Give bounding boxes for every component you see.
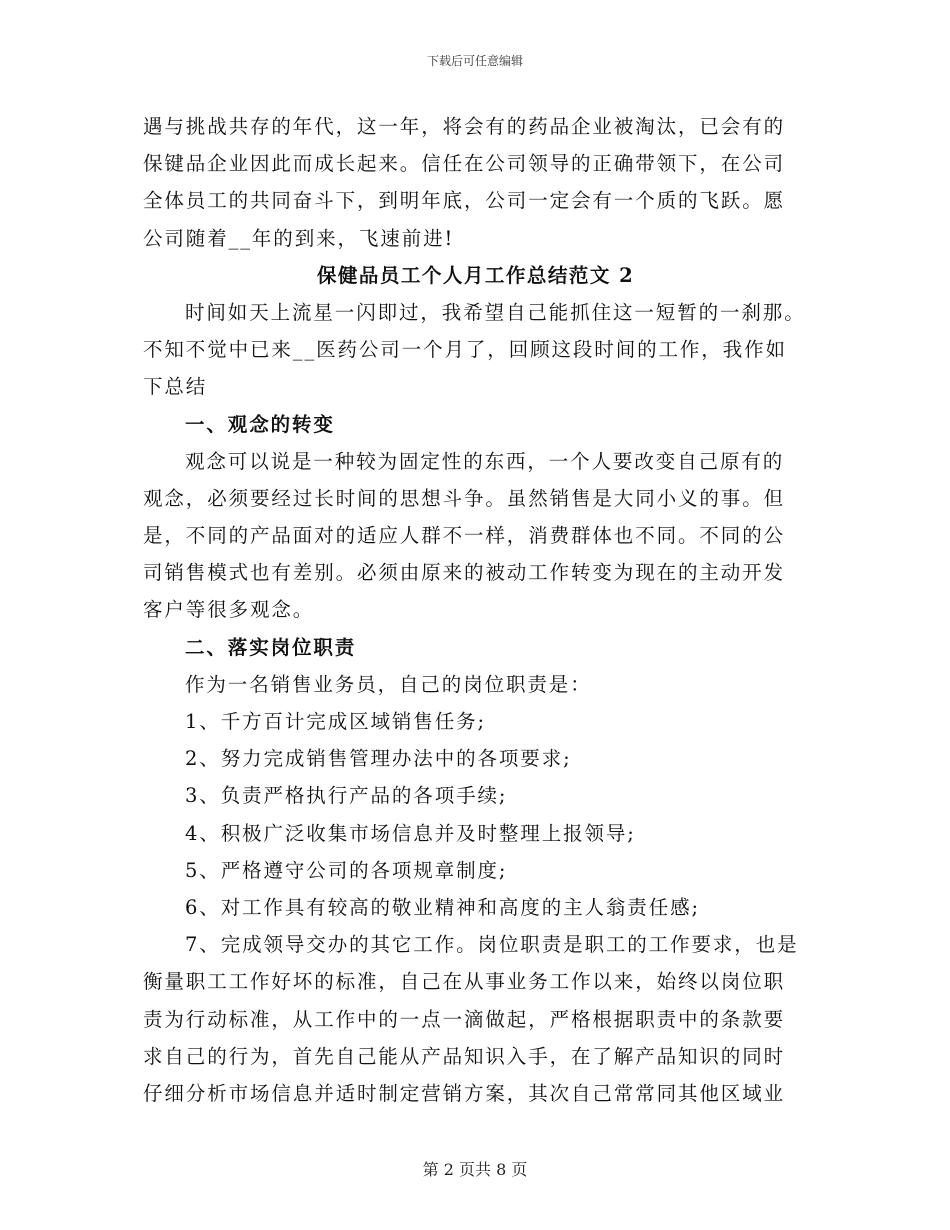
list-item: 3、负责严格执行产品的各项手续; <box>185 784 508 808</box>
body-line: 客户等很多观念。 <box>143 598 315 622</box>
body-line: 观念可以说是一种较为固定性的东西，一个人要改变自己原有的 <box>185 449 785 473</box>
body-line: 作为一名销售业务员，自己的岗位职责是： <box>185 672 592 696</box>
list-item: 6、对工作具有较高的敬业精神和高度的主人翁责任感; <box>185 895 700 919</box>
section-heading: 二、落实岗位职责 <box>185 635 357 659</box>
body-line: 是，不同的产品面对的适应人群不一样，消费群体也不同。不同的公 <box>143 524 786 548</box>
list-item: 1、千方百计完成区域销售任务; <box>185 710 486 733</box>
list-item: 4、积极广泛收集市场信息并及时整理上报领导; <box>185 821 636 845</box>
body-line: 全体员工的共同奋斗下，到明年底，公司一定会有一个质的飞跃。愿 <box>143 189 786 213</box>
body-line: 责为行动标准，从工作中的一点一滴做起，严格根据职责中的条款要 <box>143 1007 786 1031</box>
body-line: 求自己的行为，首先自己能从产品知识入手，在了解产品知识的同时 <box>143 1044 786 1068</box>
page-footer: 第 2 页共 8 页 <box>422 1160 528 1179</box>
document-body <box>143 108 808 1112</box>
body-line: 遇与挑战共存的年代，这一年，将会有的药品企业被淘汰，已会有的 <box>143 115 786 138</box>
body-line: 时间如天上流星一闪即过，我希望自己能抓住这一短暂的一刹那。 <box>185 300 806 324</box>
list-item: 7、完成领导交办的其它工作。岗位职责是职工的工作要求，也是 <box>185 933 799 957</box>
body-line: 下总结 <box>143 375 208 399</box>
section-heading: 一、观念的转变 <box>185 412 335 436</box>
body-line: 司销售模式也有差别。必须由原来的被动工作转变为现在的主动开发 <box>143 561 786 585</box>
list-item: 5、严格遵守公司的各项规章制度; <box>185 858 508 882</box>
body-line: 不知不觉中已来__医药公司一个月了，回顾这段时间的工作，我作如 <box>143 338 787 362</box>
body-line: 衡量职工工作好坏的标准，自己在从事业务工作以来，始终以岗位职 <box>143 970 786 994</box>
article-title: 保健品员工个人月工作总结范文 2 <box>316 263 635 287</box>
body-line: 观念，必须要经过长时间的思想斗争。虽然销售是大同小义的事。但 <box>143 486 786 510</box>
body-line: 仔细分析市场信息并适时制定营销方案，其次自己常常同其他区域业 <box>143 1081 786 1105</box>
body-line: 保键品企业因此而成长起来。信任在公司领导的正确带领下，在公司 <box>143 152 786 176</box>
list-item: 2、努力完成销售管理办法中的各项要求; <box>185 747 572 771</box>
body-line: 公司随着__年的到来，飞速前进! <box>143 226 455 250</box>
page-header: 下载后可任意编辑 <box>426 54 523 68</box>
